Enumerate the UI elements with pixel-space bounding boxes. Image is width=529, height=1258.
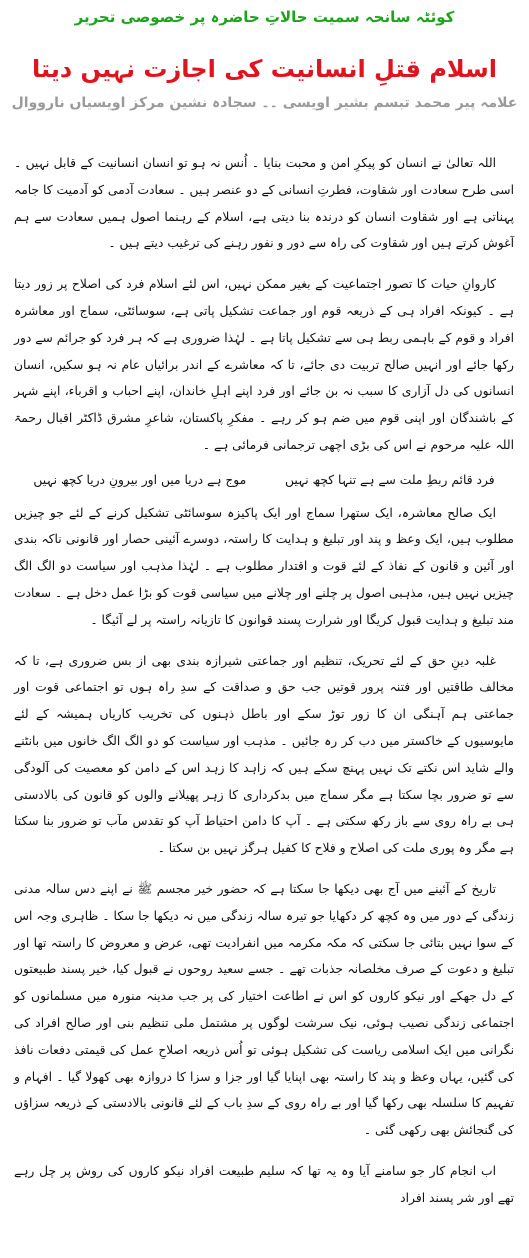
article-byline: علامہ پیر محمد تبسم بشیر اویسی ۔۔ سجادہ نشین مرکز اویسیاں نارووال	[11, 95, 518, 111]
article-headline: اسلام قتلِ انسانیت کی اجازت نہیں دیتا	[32, 55, 497, 83]
paragraph-6: اب انجام کار جو سامنے آیا وہ یہ تھا کہ سلیم طبیعت افراد نیکو کاروں کی روش پر چل رہے تھے اور شر پسند افراد	[14, 1163, 514, 1205]
paragraph-2: کاروانِ حیات کا تصور اجتماعیت کے بغیر ممکن نہیں، اس لئے اسلام فرد کی اصلاح پر زور دیتا ہے ۔ کیونکہ افراد ہی کے ذریعہ قوم اور جماعت تشکیل پاتی ہے، سوسائٹی، سماج اور معاشرہ افراد و قوم کے باہمی ربط ہی سے تشکیل پاتا ہے ۔ لہٰذا ضروری ہے کہ ہر فرد کو جرائم سے دور رکھا جائے اور انہیں صالح تربیت دی جائے، تا کہ معاشرے کے اندر برائیاں عام نہ ہو سکیں، انسان انسانوں کی دل آزاری کا سبب نہ بن جائے اور فرد اپنے اہلِ خاندان، اپنے احباب و اقرباء، اپنے شہر کے باشندگان اور اپنی قوم میں ضم ہو کر رہے ۔ مفکرِ پاکستان، شاعرِ مشرق ڈاکٹر اقبال رحمۃ اللہ علیہ مرحوم نے اس کی بڑی اچھی ترجمانی فرمائی ہے ۔	[14, 277, 514, 452]
article-body	[14, 150, 514, 1225]
couplet-line-1: فرد قائم ربطِ ملت سے ہے تنہا کچھ نہیں	[284, 472, 495, 487]
article-kicker: کوئٹہ سانحہ سمیت حالاتِ حاضرہ پر خصوصی تحریر	[74, 8, 455, 26]
poetry-couplet	[14, 467, 514, 494]
paragraph-5: تاریخ کے آئینے میں آج بھی دیکھا جا سکتا ہے کہ حضور خیر مجسم ﷺ نے اپنے دس سالہ مدنی زندگی کے دور میں وہ کچھ کر دکھایا جو تیرہ سالہ زندگی میں نہ دیکھا جا سکا ۔ ظاہری وجہ اس کے سوا نہیں بتائی جا سکتی کہ مکہ مکرمہ میں انفرادیت تھی، عرض و معروض کا راستہ تھا اور تبلیغ و دعوت کے صرف مخلصانہ جذبات تھے ۔ جسے سعید روحوں نے قبول کیا، خیر پسند طبیعتوں کے دل جھکے اور نیکو کاروں کو اس نے اطاعت اختیار کی پر جب مدینہ منورہ میں مسلمانوں کو اجتماعی زندگی نصیب ہوئی، نیک سرشت لوگوں پر مشتمل ملی تنظیم بنی اور صالح افراد کی نگرانی میں ایک اسلامی ریاست کی تشکیل ہوئی تو اُس ذریعہ اصلاحِ عمل کی قیمتی دفعات نافذ کی گئیں، یہاں وعظ و پند کا راستہ بھی اپنایا گیا اور جزا و سزا کا دروازہ بھی کھولا گیا ۔ افہام و تفہیم کا سلسلہ بھی رکھا گیا اور بے راہ روی کے سدِ باب کے لئے قانونی بالادستی کے ذریعہ سزاؤں کی گنجائش بھی رکھی گئی ۔	[14, 881, 514, 1138]
paragraph-3: ایک صالح معاشرہ، ایک ستھرا سماج اور ایک پاکیزہ سوسائٹی تشکیل کرنے کے لئے جو چیزیں مطلوب ہیں، ایک وعظ و پند اور تبلیغ و ہدایت کا راستہ، دوسرے آئینی حصار اور قانونی ناکہ بندی اور آئین و قانون کے نفاذ کے لئے قوت و اقتدار مطلوب ہے ۔ لہٰذا مذہب اور سیاست دو الگ الگ چیزیں نہیں ہیں، مذہبی اصول پر چلنے اور چلانے میں سیاسی قوت کو بڑا عمل دخل ہے ۔ سعادت مند تبلیغ و ہدایت قبول کریگا اور شرارت پسند قوانون کا تازیانہ راستہ پر لے آئیگا ۔	[14, 505, 514, 627]
paragraph-4: غلبہ دینِ حق کے لئے تحریک، تنظیم اور جماعتی شیرازہ بندی بھی از بس ضروری ہے، تا کہ مخالف طاقتیں اور فتنہ پرور قوتیں جب حق و صداقت کے سدِ راہ ہوں تو اجتماعی قوت اور جماعتی ہم آہنگی ان کا زور توڑ سکے اور باطل ذہنوں کی تخریب کاریاں ہمیشہ کے لئے مایوسیوں کے خاکستر میں دب کر رہ جائیں ۔ مذہب اور سیاست کو دو الگ الگ خانوں میں بانٹنے والے شاید اس نکتے تک نہیں پہنچ سکے ہیں کہ زاہد کا زہد اس کے دامن کو معصیت کی آلودگی سے تو ضرور بچا سکتا ہے مگر سماج میں بدکرداری کا زہر پھیلانے والوں کو قانون کی بالادستی ہی بے راہ روی سے باز رکھ سکتی ہے ۔ آپ کا دامن احتیاط آپ کو تقدس مآب تو ضرور بنا سکتا ہے مگر وہ پوری ملت کی اصلاح و فلاح کا کفیل ہرگز نہیں بن سکتا ۔	[14, 653, 514, 856]
couplet-line-2: موج ہے دریا میں اور بیرونِ دریا کچھ نہیں	[33, 472, 247, 487]
paragraph-1: اللہ تعالیٰ نے انسان کو پیکرِ امن و محبت بنایا ۔ اُنس نہ ہو تو انسان انسانیت کے قابل نہیں ۔ اسی طرح سعادت اور شقاوت، فطرتِ انسانی کے دو عنصر ہیں ۔ سعادت آدمی کو آدمیت کا جامہ پہناتی ہے اور شقاوت انسان کو درندہ بنا دیتی ہے، اسلام کے رہنما اصول ہمیں سعادت سے ہم آغوش کرتے ہیں اور شقاوت کی راہ سے دور و نفور رہنے کی ترغیب دیتے ہیں ۔	[14, 156, 514, 251]
